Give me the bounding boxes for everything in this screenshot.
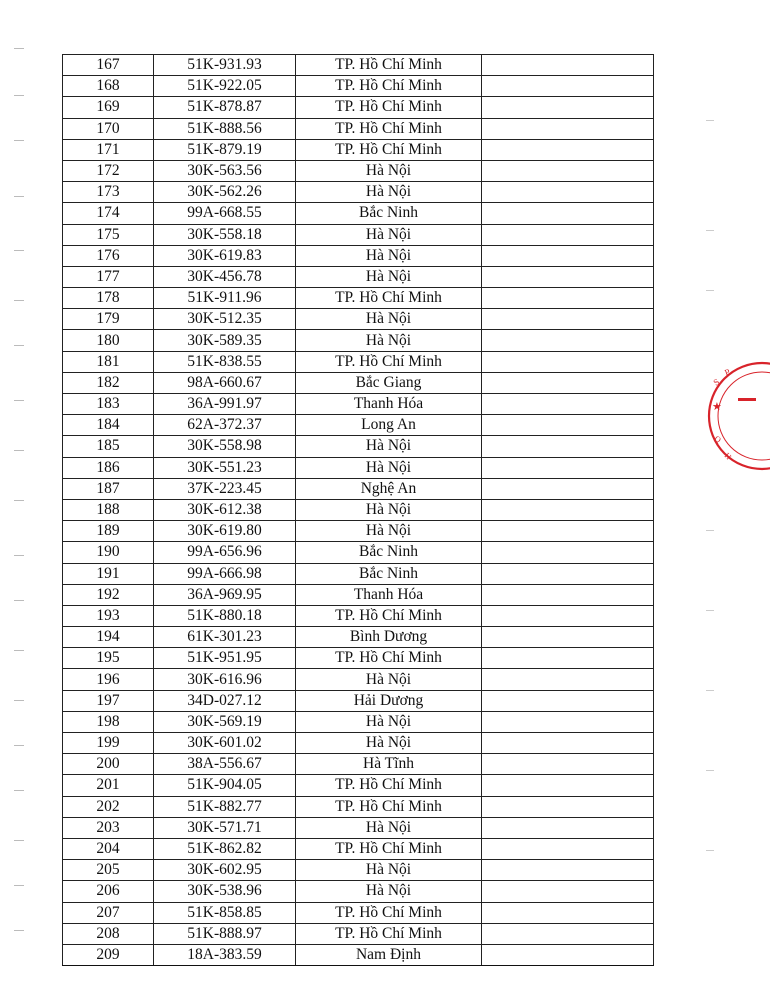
- note-cell: [482, 160, 654, 181]
- province-cell: TP. Hồ Chí Minh: [296, 139, 482, 160]
- margin-tick: [14, 790, 24, 791]
- table-row: [63, 182, 654, 203]
- note-cell: [482, 860, 654, 881]
- margin-tick: [14, 196, 24, 197]
- note-cell: [482, 648, 654, 669]
- table-row: [63, 627, 654, 648]
- plate-number-cell: 51K-878.87: [154, 97, 296, 118]
- row-number-cell: 186: [63, 457, 154, 478]
- plate-number-cell: 30K-456.78: [154, 266, 296, 287]
- note-cell: [482, 266, 654, 287]
- plate-number-cell: 30K-558.98: [154, 436, 296, 457]
- table-row: [63, 351, 654, 372]
- note-cell: [482, 245, 654, 266]
- row-number-cell: 183: [63, 394, 154, 415]
- note-cell: [482, 330, 654, 351]
- svg-text:★: ★: [712, 401, 722, 413]
- note-cell: [482, 733, 654, 754]
- plate-number-cell: 62A-372.37: [154, 415, 296, 436]
- table-row: [63, 288, 654, 309]
- note-cell: [482, 182, 654, 203]
- plate-number-cell: 30K-538.96: [154, 881, 296, 902]
- table-row: [63, 754, 654, 775]
- note-cell: [482, 97, 654, 118]
- province-cell: Hà Nội: [296, 521, 482, 542]
- margin-tick: [14, 885, 24, 886]
- table-row: [63, 436, 654, 457]
- plate-number-cell: 98A-660.67: [154, 372, 296, 393]
- margin-tick: [14, 48, 24, 49]
- table-row: [63, 139, 654, 160]
- table-row: [63, 499, 654, 520]
- row-number-cell: 175: [63, 224, 154, 245]
- province-cell: Nghệ An: [296, 478, 482, 499]
- province-cell: Hà Nội: [296, 669, 482, 690]
- note-cell: [482, 478, 654, 499]
- table-row: [63, 76, 654, 97]
- row-number-cell: 192: [63, 584, 154, 605]
- table-row: [63, 775, 654, 796]
- province-cell: Hà Nội: [296, 860, 482, 881]
- note-cell: [482, 669, 654, 690]
- row-number-cell: 182: [63, 372, 154, 393]
- province-cell: Hà Nội: [296, 499, 482, 520]
- table-row: [63, 330, 654, 351]
- row-number-cell: 167: [63, 55, 154, 76]
- svg-text:.: .: [718, 444, 727, 453]
- note-cell: [482, 436, 654, 457]
- plate-number-cell: 30K-562.26: [154, 182, 296, 203]
- row-number-cell: 191: [63, 563, 154, 584]
- table-row: [63, 394, 654, 415]
- plate-number-cell: 51K-879.19: [154, 139, 296, 160]
- province-cell: TP. Hồ Chí Minh: [296, 796, 482, 817]
- row-number-cell: 194: [63, 627, 154, 648]
- note-cell: [482, 881, 654, 902]
- license-plate-table: [62, 54, 654, 966]
- red-seal-stamp: [700, 358, 770, 478]
- table-row: [63, 372, 654, 393]
- province-cell: Hà Nội: [296, 711, 482, 732]
- province-cell: Hà Nội: [296, 266, 482, 287]
- plate-number-cell: 51K-838.55: [154, 351, 296, 372]
- margin-tick: [14, 250, 24, 251]
- note-cell: [482, 542, 654, 563]
- margin-tick: [14, 140, 24, 141]
- province-cell: Bắc Ninh: [296, 203, 482, 224]
- province-cell: Bình Dương: [296, 627, 482, 648]
- plate-number-cell: 38A-556.67: [154, 754, 296, 775]
- province-cell: Hà Nội: [296, 436, 482, 457]
- note-cell: [482, 605, 654, 626]
- row-number-cell: 170: [63, 118, 154, 139]
- row-number-cell: 169: [63, 97, 154, 118]
- plate-number-cell: 51K-922.05: [154, 76, 296, 97]
- plate-number-cell: 30K-589.35: [154, 330, 296, 351]
- row-number-cell: 207: [63, 902, 154, 923]
- row-number-cell: 196: [63, 669, 154, 690]
- margin-tick: [14, 450, 24, 451]
- note-cell: [482, 394, 654, 415]
- province-cell: Bắc Giang: [296, 372, 482, 393]
- plate-number-cell: 36A-969.95: [154, 584, 296, 605]
- row-number-cell: 202: [63, 796, 154, 817]
- province-cell: TP. Hồ Chí Minh: [296, 648, 482, 669]
- province-cell: TP. Hồ Chí Minh: [296, 605, 482, 626]
- margin-tick: [14, 600, 24, 601]
- plate-number-cell: 30K-619.83: [154, 245, 296, 266]
- plate-number-cell: 30K-616.96: [154, 669, 296, 690]
- right-margin-marks: [706, 0, 718, 981]
- plate-number-cell: 51K-888.56: [154, 118, 296, 139]
- plate-number-cell: 37K-223.45: [154, 478, 296, 499]
- table-row: [63, 245, 654, 266]
- plate-number-cell: 30K-619.80: [154, 521, 296, 542]
- plate-number-cell: 30K-558.18: [154, 224, 296, 245]
- row-number-cell: 195: [63, 648, 154, 669]
- row-number-cell: 176: [63, 245, 154, 266]
- note-cell: [482, 627, 654, 648]
- province-cell: TP. Hồ Chí Minh: [296, 97, 482, 118]
- note-cell: [482, 690, 654, 711]
- row-number-cell: 185: [63, 436, 154, 457]
- province-cell: Hải Dương: [296, 690, 482, 711]
- row-number-cell: 209: [63, 944, 154, 965]
- margin-tick: [14, 555, 24, 556]
- note-cell: [482, 521, 654, 542]
- table-row: [63, 160, 654, 181]
- table-row: [63, 415, 654, 436]
- margin-tick: [14, 700, 24, 701]
- province-cell: TP. Hồ Chí Minh: [296, 118, 482, 139]
- table-row: [63, 669, 654, 690]
- margin-tick: [706, 290, 714, 291]
- row-number-cell: 208: [63, 923, 154, 944]
- table-row: [63, 457, 654, 478]
- note-cell: [482, 584, 654, 605]
- row-number-cell: 179: [63, 309, 154, 330]
- table-row: [63, 563, 654, 584]
- province-cell: TP. Hồ Chí Minh: [296, 55, 482, 76]
- plate-number-cell: 51K-882.77: [154, 796, 296, 817]
- row-number-cell: 174: [63, 203, 154, 224]
- province-cell: TP. Hồ Chí Minh: [296, 288, 482, 309]
- margin-tick: [14, 930, 24, 931]
- plate-number-cell: 61K-301.23: [154, 627, 296, 648]
- row-number-cell: 180: [63, 330, 154, 351]
- table-row: [63, 711, 654, 732]
- note-cell: [482, 288, 654, 309]
- note-cell: [482, 309, 654, 330]
- province-cell: Hà Nội: [296, 457, 482, 478]
- row-number-cell: 187: [63, 478, 154, 499]
- table-row: [63, 584, 654, 605]
- plate-number-cell: 30K-563.56: [154, 160, 296, 181]
- note-cell: [482, 499, 654, 520]
- table-row: [63, 923, 654, 944]
- margin-tick: [706, 120, 714, 121]
- plate-number-cell: 51K-880.18: [154, 605, 296, 626]
- row-number-cell: 193: [63, 605, 154, 626]
- province-cell: Hà Nội: [296, 245, 482, 266]
- note-cell: [482, 55, 654, 76]
- province-cell: Long An: [296, 415, 482, 436]
- row-number-cell: 173: [63, 182, 154, 203]
- left-margin-marks: [14, 0, 26, 981]
- plate-number-cell: 99A-668.55: [154, 203, 296, 224]
- note-cell: [482, 817, 654, 838]
- plate-number-cell: 18A-383.59: [154, 944, 296, 965]
- table-row: [63, 902, 654, 923]
- margin-tick: [14, 745, 24, 746]
- table-row: [63, 605, 654, 626]
- plate-number-cell: 51K-858.85: [154, 902, 296, 923]
- plate-number-cell: 30K-571.71: [154, 817, 296, 838]
- row-number-cell: 172: [63, 160, 154, 181]
- row-number-cell: 189: [63, 521, 154, 542]
- plate-number-cell: 51K-888.97: [154, 923, 296, 944]
- province-cell: TP. Hồ Chí Minh: [296, 775, 482, 796]
- note-cell: [482, 76, 654, 97]
- province-cell: Hà Nội: [296, 309, 482, 330]
- note-cell: [482, 796, 654, 817]
- row-number-cell: 203: [63, 817, 154, 838]
- note-cell: [482, 351, 654, 372]
- table-row: [63, 881, 654, 902]
- note-cell: [482, 563, 654, 584]
- province-cell: Hà Tĩnh: [296, 754, 482, 775]
- plate-number-cell: 99A-656.96: [154, 542, 296, 563]
- note-cell: [482, 372, 654, 393]
- province-cell: TP. Hồ Chí Minh: [296, 902, 482, 923]
- table-row: [63, 733, 654, 754]
- province-cell: TP. Hồ Chí Minh: [296, 923, 482, 944]
- plate-number-cell: 30K-551.23: [154, 457, 296, 478]
- svg-text:P: P: [723, 366, 732, 378]
- province-cell: TP. Hồ Chí Minh: [296, 838, 482, 859]
- table-row: [63, 224, 654, 245]
- margin-tick: [14, 300, 24, 301]
- row-number-cell: 168: [63, 76, 154, 97]
- row-number-cell: 201: [63, 775, 154, 796]
- table-row: [63, 860, 654, 881]
- margin-tick: [706, 230, 714, 231]
- note-cell: [482, 902, 654, 923]
- margin-tick: [14, 400, 24, 401]
- plate-number-cell: 99A-666.98: [154, 563, 296, 584]
- plate-number-cell: 30K-512.35: [154, 309, 296, 330]
- table-row: [63, 309, 654, 330]
- table-row: [63, 838, 654, 859]
- row-number-cell: 204: [63, 838, 154, 859]
- row-number-cell: 199: [63, 733, 154, 754]
- margin-tick: [706, 690, 714, 691]
- note-cell: [482, 711, 654, 732]
- note-cell: [482, 118, 654, 139]
- row-number-cell: 171: [63, 139, 154, 160]
- table-row: [63, 521, 654, 542]
- plate-number-cell: 36A-991.97: [154, 394, 296, 415]
- row-number-cell: 198: [63, 711, 154, 732]
- row-number-cell: 197: [63, 690, 154, 711]
- table-row: [63, 648, 654, 669]
- row-number-cell: 178: [63, 288, 154, 309]
- row-number-cell: 200: [63, 754, 154, 775]
- margin-tick: [706, 850, 714, 851]
- margin-tick: [706, 530, 714, 531]
- note-cell: [482, 754, 654, 775]
- province-cell: TP. Hồ Chí Minh: [296, 351, 482, 372]
- table-row: [63, 118, 654, 139]
- note-cell: [482, 838, 654, 859]
- margin-tick: [14, 345, 24, 346]
- note-cell: [482, 775, 654, 796]
- plate-number-cell: 51K-951.95: [154, 648, 296, 669]
- province-cell: Hà Nội: [296, 733, 482, 754]
- plate-number-cell: 51K-911.96: [154, 288, 296, 309]
- province-cell: Hà Nội: [296, 817, 482, 838]
- plate-number-cell: 30K-602.95: [154, 860, 296, 881]
- row-number-cell: 205: [63, 860, 154, 881]
- note-cell: [482, 415, 654, 436]
- svg-text:Q: Q: [713, 433, 723, 445]
- table-row: [63, 817, 654, 838]
- margin-tick: [14, 840, 24, 841]
- row-number-cell: 188: [63, 499, 154, 520]
- table-row: [63, 97, 654, 118]
- margin-tick: [706, 610, 714, 611]
- table-row: [63, 690, 654, 711]
- plate-number-cell: 30K-612.38: [154, 499, 296, 520]
- row-number-cell: 177: [63, 266, 154, 287]
- table-row: [63, 944, 654, 965]
- note-cell: [482, 457, 654, 478]
- margin-tick: [14, 500, 24, 501]
- table-row: [63, 203, 654, 224]
- province-cell: Thanh Hóa: [296, 584, 482, 605]
- note-cell: [482, 944, 654, 965]
- note-cell: [482, 923, 654, 944]
- plate-number-cell: 30K-601.02: [154, 733, 296, 754]
- row-number-cell: 184: [63, 415, 154, 436]
- plate-number-cell: 34D-027.12: [154, 690, 296, 711]
- table-body: [63, 55, 654, 966]
- table-row: [63, 542, 654, 563]
- row-number-cell: 190: [63, 542, 154, 563]
- province-cell: Bắc Ninh: [296, 563, 482, 584]
- table-row: [63, 796, 654, 817]
- province-cell: Hà Nội: [296, 224, 482, 245]
- margin-tick: [14, 95, 24, 96]
- row-number-cell: 181: [63, 351, 154, 372]
- plate-number-cell: 51K-931.93: [154, 55, 296, 76]
- plate-number-cell: 30K-569.19: [154, 711, 296, 732]
- province-cell: Nam Định: [296, 944, 482, 965]
- note-cell: [482, 224, 654, 245]
- province-cell: Thanh Hóa: [296, 394, 482, 415]
- row-number-cell: 206: [63, 881, 154, 902]
- table-row: [63, 478, 654, 499]
- province-cell: Hà Nội: [296, 182, 482, 203]
- province-cell: Bắc Ninh: [296, 542, 482, 563]
- note-cell: [482, 139, 654, 160]
- note-cell: [482, 203, 654, 224]
- margin-tick: [14, 650, 24, 651]
- svg-text:H: H: [722, 451, 734, 462]
- province-cell: Hà Nội: [296, 330, 482, 351]
- table-row: [63, 55, 654, 76]
- svg-text:S: S: [711, 376, 722, 388]
- province-cell: Hà Nội: [296, 160, 482, 181]
- plate-number-cell: 51K-904.05: [154, 775, 296, 796]
- plate-number-cell: 51K-862.82: [154, 838, 296, 859]
- table-row: [63, 266, 654, 287]
- province-cell: Hà Nội: [296, 881, 482, 902]
- province-cell: TP. Hồ Chí Minh: [296, 76, 482, 97]
- margin-tick: [706, 770, 714, 771]
